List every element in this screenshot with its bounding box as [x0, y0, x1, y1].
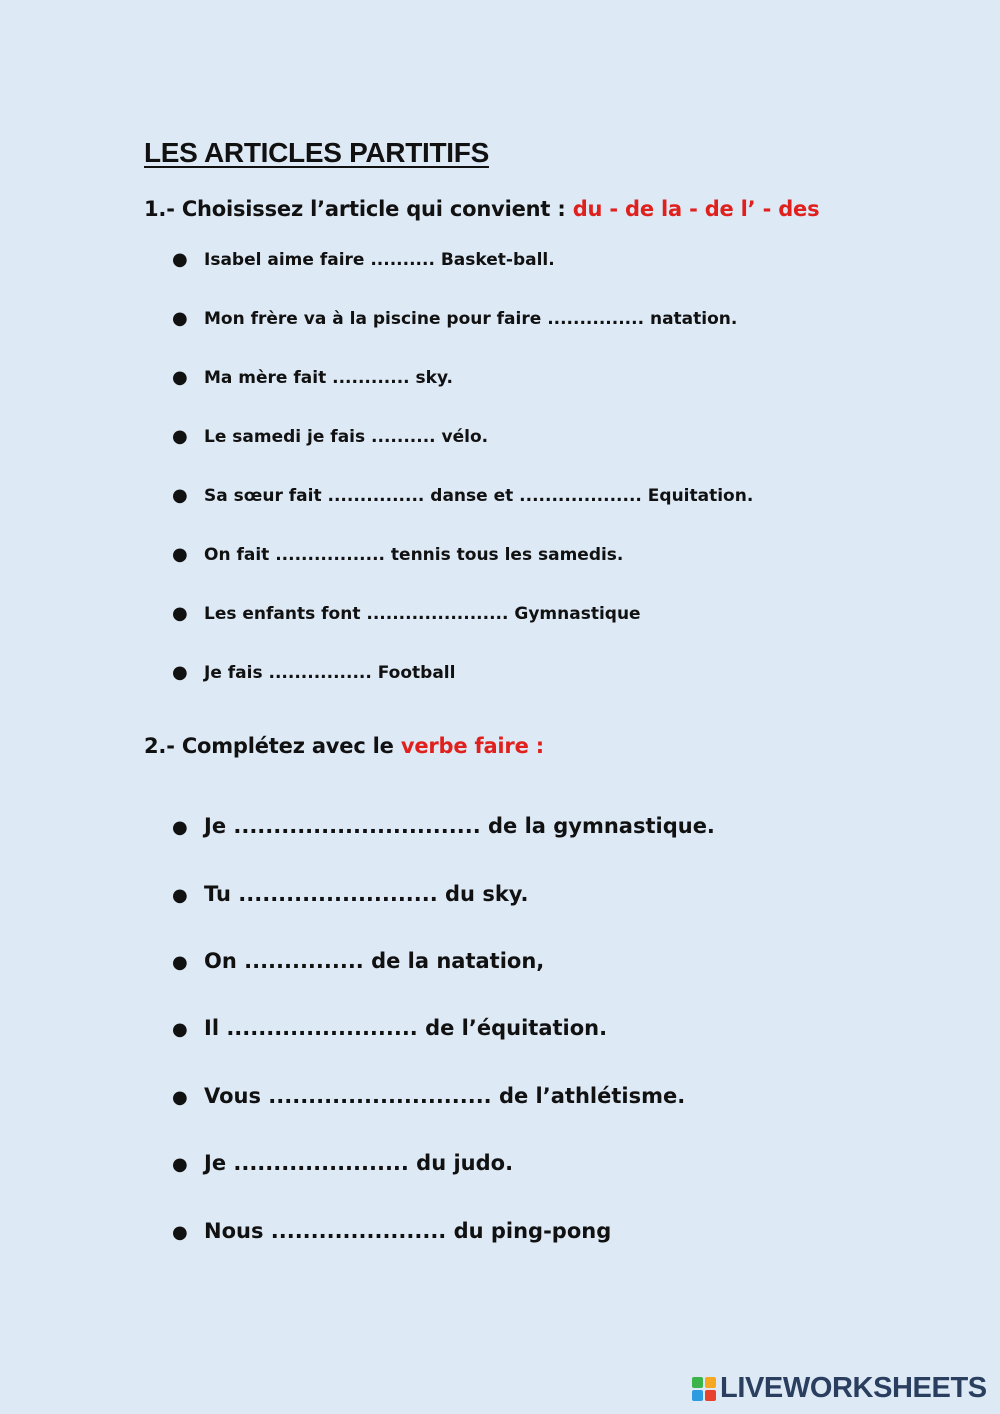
bullet-icon: ●	[172, 249, 188, 270]
exercise2-item	[172, 1219, 611, 1243]
exercise1-item-text: Sa sœur fait ............... danse et ................... Equitation.	[204, 486, 754, 506]
exercise2-instruction	[144, 734, 544, 758]
exercise2-item-text: Il ........................ de l’équitation.	[204, 1016, 608, 1040]
exercise2-item-text: Nous ...................... du ping-pong	[204, 1219, 612, 1243]
exercise2-highlight: verbe faire :	[400, 734, 544, 758]
liveworksheets-logo-text: LIVEWORKSHEETS	[720, 1372, 987, 1404]
exercise1-item-text: Le samedi je fais .......... vélo.	[204, 427, 489, 447]
exercise2-item	[172, 1016, 607, 1040]
logo-square-orange	[705, 1377, 716, 1388]
exercise2-item	[172, 814, 715, 838]
exercise1-item	[172, 426, 488, 447]
bullet-icon: ●	[172, 817, 188, 838]
exercise1-item	[172, 603, 641, 624]
liveworksheets-logo-icon	[692, 1377, 716, 1401]
exercise1-item-text: Les enfants font ...................... Gymnastique	[204, 604, 641, 624]
exercise1-item-text: Je fais ................ Football	[204, 663, 456, 683]
exercise1-item	[172, 662, 455, 683]
bullet-icon: ●	[172, 603, 188, 624]
exercise1-item-text: Mon frère va à la piscine pour faire ............... natation.	[204, 309, 738, 329]
bullet-icon: ●	[172, 367, 188, 388]
exercise1-item	[172, 308, 737, 329]
bullet-icon: ●	[172, 544, 188, 565]
exercise2-item	[172, 882, 529, 906]
exercise2-item-text: On ............... de la natation,	[204, 949, 545, 973]
worksheet-title: LES ARTICLES PARTITIFS	[144, 137, 489, 168]
exercise2-item	[172, 1151, 513, 1175]
liveworksheets-logo	[692, 1372, 987, 1405]
bullet-icon: ●	[172, 885, 188, 906]
bullet-icon: ●	[172, 308, 188, 329]
bullet-icon: ●	[172, 662, 188, 683]
exercise1-item	[172, 485, 753, 506]
exercise1-instruction-text: 1.- Choisissez l’article qui convient :	[144, 197, 573, 221]
exercise2-instruction-text: 2.- Complétez avec le	[144, 734, 401, 758]
exercise2-item	[172, 1084, 685, 1108]
exercise2-item-text: Je ...................... du judo.	[204, 1151, 514, 1175]
exercise1-item	[172, 544, 623, 565]
exercise1-item-text: On fait ................. tennis tous les samedis.	[204, 545, 624, 565]
exercise1-item-text: Ma mère fait ............ sky.	[204, 368, 453, 388]
exercise2-item	[172, 949, 544, 973]
bullet-icon: ●	[172, 485, 188, 506]
exercise1-item	[172, 367, 453, 388]
bullet-icon: ●	[172, 1019, 188, 1040]
exercise1-options: du - de la - de l’ - des	[572, 197, 820, 221]
logo-square-red	[705, 1390, 716, 1401]
exercise1-item	[172, 249, 555, 270]
logo-square-blue	[692, 1390, 703, 1401]
bullet-icon: ●	[172, 426, 188, 447]
exercise2-item-text: Tu ......................... du sky.	[204, 882, 529, 906]
bullet-icon: ●	[172, 1222, 188, 1243]
bullet-icon: ●	[172, 952, 188, 973]
exercise2-item-text: Vous ............................ de l’athlétisme.	[204, 1084, 686, 1108]
exercise1-instruction	[144, 197, 819, 221]
logo-square-green	[692, 1377, 703, 1388]
exercise2-item-text: Je ............................... de la gymnastique.	[204, 814, 715, 838]
bullet-icon: ●	[172, 1087, 188, 1108]
exercise1-item-text: Isabel aime faire .......... Basket-ball.	[204, 250, 555, 270]
bullet-icon: ●	[172, 1154, 188, 1175]
